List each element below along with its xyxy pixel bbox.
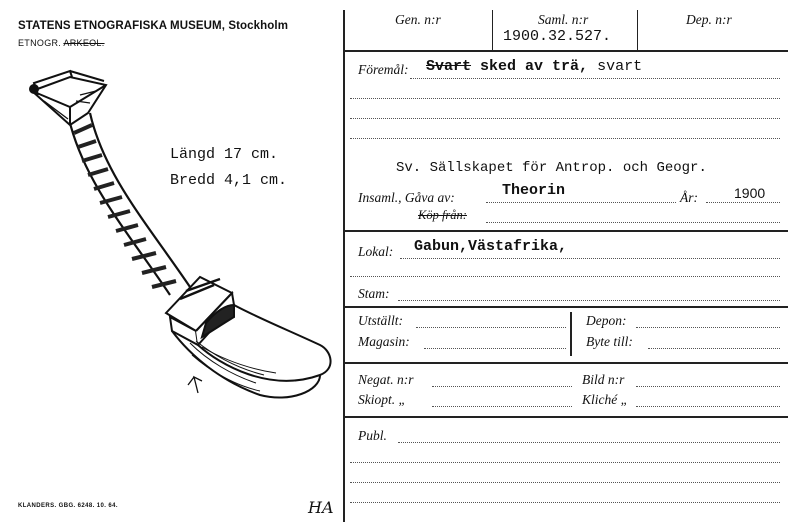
ar-label: År: [680, 190, 698, 205]
ar-value: 1900 [734, 185, 766, 201]
society-text: Sv. Sällskapet för Antrop. och Geogr. [396, 160, 707, 176]
insaml-label: Insaml., Gåva av: [358, 190, 455, 205]
utstallt-divider [570, 312, 572, 356]
cliche-label: Kliché „ [582, 392, 629, 407]
publ-line-3 [350, 482, 780, 483]
depon-line [636, 327, 780, 328]
spoon-drawing [20, 55, 340, 415]
spoon-bowl [166, 277, 331, 398]
print-code: KLANDERS. GBG. 6248. 10. 64. [18, 503, 118, 509]
museum-title [18, 20, 288, 32]
measurement-length: Längd 17 cm. [170, 146, 279, 163]
utstallt-line [416, 327, 566, 328]
cliche-line [636, 406, 780, 407]
depon-label: Depon: [586, 313, 627, 328]
skiopt-label: Skiopt. „ [358, 392, 407, 407]
spoon-finial [30, 71, 106, 125]
department-etnogr: ETNOGR. [18, 38, 62, 48]
foremal-line [410, 78, 780, 79]
department-line [18, 38, 105, 48]
magasin-label: Magasin: [358, 334, 410, 349]
bild-line [636, 386, 780, 387]
lokal-line-2 [350, 276, 780, 277]
foremal-line-3 [350, 118, 780, 119]
foremal-struck: Svart [426, 58, 472, 75]
bild-label: Bild n:r [582, 372, 625, 387]
lokal-line [400, 258, 780, 259]
museum-name: STATENS ETNOGRAFISKA MUSEUM, [18, 20, 226, 32]
utstallt-label: Utställt: [358, 313, 404, 328]
header-divider-2 [637, 10, 638, 50]
negat-line [432, 386, 572, 387]
header-row-bottom [343, 50, 788, 52]
section-rule-3 [343, 362, 788, 364]
foremal-line-2 [350, 98, 780, 99]
header-divider-1 [492, 10, 493, 50]
stam-label: Stam: [358, 286, 390, 301]
kop-label-struck: Köp från: [418, 208, 467, 222]
skiopt-line [432, 406, 572, 407]
foremal-text [426, 58, 642, 75]
initials: HA [308, 498, 334, 517]
dep-label: Dep. n:r [686, 12, 732, 27]
publ-line [398, 442, 780, 443]
magasin-line [424, 348, 566, 349]
arrow-mark [188, 377, 202, 393]
stam-line [398, 300, 780, 301]
byte-label: Byte till: [586, 334, 633, 349]
lokal-label: Lokal: [358, 244, 394, 259]
negat-label: Negat. n:r [358, 372, 414, 387]
lokal-value: Gabun,Västafrika, [414, 238, 568, 255]
museum-city: Stockholm [228, 20, 289, 32]
byte-line [648, 348, 780, 349]
foremal-line-4 [350, 138, 780, 139]
insaml-line [486, 202, 676, 203]
foremal-value: sked av trä, [480, 58, 589, 75]
section-rule-4 [343, 416, 788, 418]
section-rule-2 [343, 306, 788, 308]
saml-label: Saml. n:r [538, 12, 589, 27]
foremal-label: Föremål: [358, 62, 409, 77]
publ-line-4 [350, 502, 780, 503]
measurement-width: Bredd 4,1 cm. [170, 172, 288, 189]
gen-label: Gen. n:r [395, 12, 441, 27]
ar-line [706, 202, 780, 203]
spoon-twisted-handle [70, 113, 190, 295]
kop-line [486, 222, 780, 223]
insaml-value: Theorin [502, 182, 566, 199]
publ-label: Publ. [358, 428, 387, 443]
foremal-added: svart [597, 58, 643, 75]
section-rule-1 [343, 230, 788, 232]
saml-value: 1900.32.527. [503, 28, 612, 45]
card-left-border [343, 10, 345, 522]
department-arkeol-struck: ARKEOL. [63, 38, 105, 48]
publ-line-2 [350, 462, 780, 463]
